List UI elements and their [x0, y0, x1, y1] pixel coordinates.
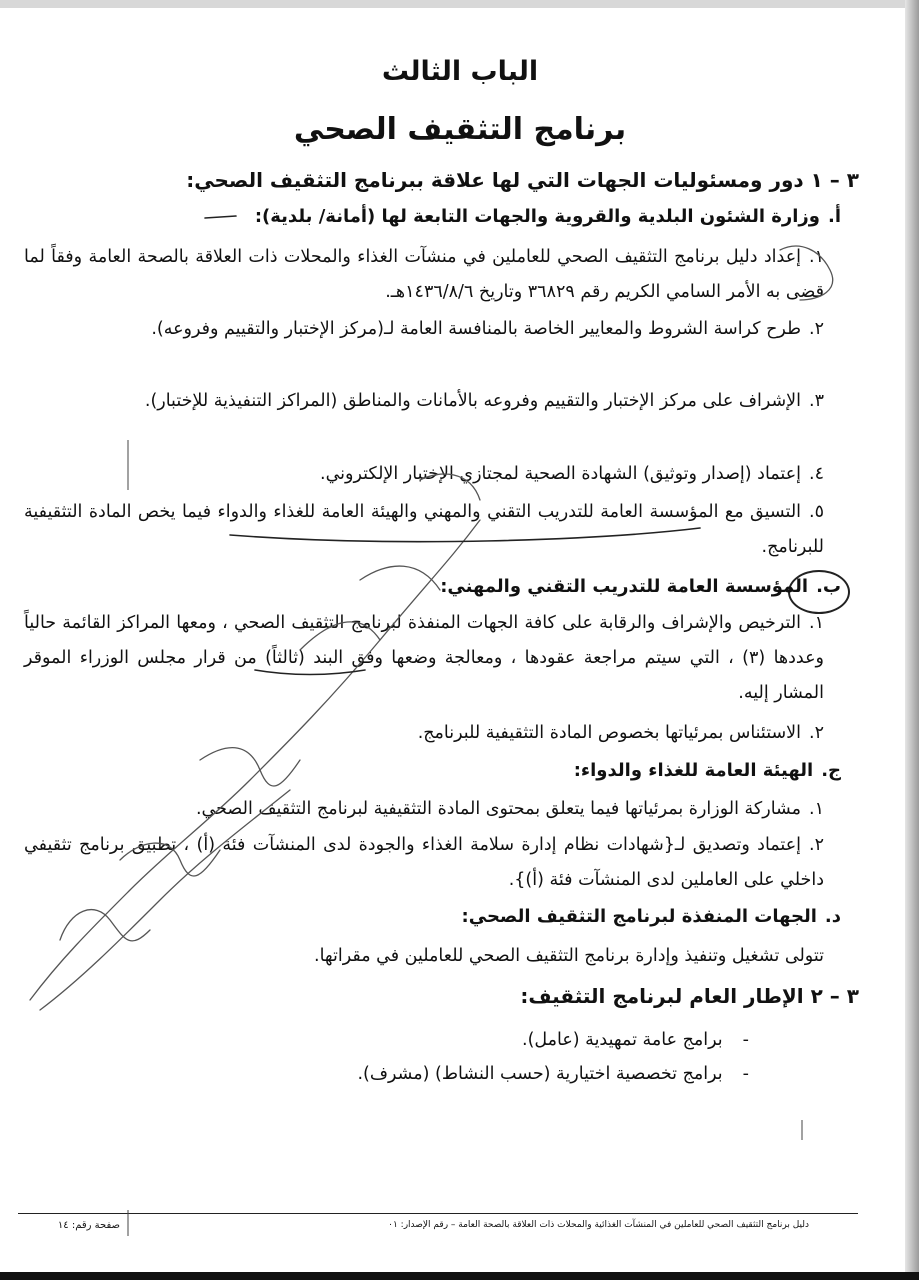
bullet-text: برامج تخصصية اختيارية (حسب النشاط) (مشرف).: [357, 1064, 723, 1084]
footer-rule: [18, 1213, 858, 1214]
subsection-d-heading: [61, 906, 841, 927]
subsection-c-item-2: [24, 828, 824, 898]
subsection-b-item-1: [24, 606, 824, 711]
item-number: ٤.: [809, 464, 824, 484]
subsection-b-heading: [61, 576, 841, 597]
item-number: ٢.: [809, 723, 824, 743]
subsection-b-title: المؤسسة العامة للتدريب التقني والمهني:: [440, 576, 809, 597]
section-1-number: ٣ – ١: [810, 168, 859, 192]
section-2-heading: [59, 984, 859, 1008]
item-text: مشاركة الوزارة بمرئياتها فيما يتعلق بمحتوى المادة التثقيفية لبرنامج التثقيف الصحي.: [195, 799, 802, 819]
subsection-c-title: الهيئة العامة للغذاء والدواء:: [573, 760, 814, 781]
item-number: ١.: [809, 799, 824, 819]
section-2-title: الإطار العام لبرنامج التثقيف:: [520, 984, 804, 1008]
item-number: ٣.: [809, 391, 824, 411]
scan-edge-bottom: [0, 1272, 919, 1280]
subsection-a-item-1: [24, 240, 824, 310]
footer-page-number: صفحة رقم: ١٤: [57, 1220, 120, 1231]
item-number: ١.: [809, 247, 824, 267]
item-text: إعتماد (إصدار وتوثيق) الشهادة الصحية لمجتازي الإختبار الإلكتروني.: [320, 464, 802, 484]
item-number: ١.: [809, 613, 824, 633]
section-1-title: دور ومسئوليات الجهات التي لها علاقة ببرنامج التثقيف الصحي:: [186, 168, 804, 192]
item-text: إعداد دليل برنامج التثقيف الصحي للعاملين في منشآت الغذاء والمحلات ذات العلاقة بالصحة العامة وفقاً لما قضى به الأمر السامي الكريم رقم ٣٦٨٢٩ وتاريخ ١٤٣٦/٨/٦هـ.: [24, 247, 824, 302]
subsection-b-item-2: [24, 716, 824, 751]
subsection-d-title: الجهات المنفذة لبرنامج التثقيف الصحي:: [461, 906, 817, 927]
subsection-a-item-2: [24, 312, 824, 347]
subsection-a-item-4: [24, 457, 824, 492]
item-text: طرح كراسة الشروط والمعايير الخاصة بالمنافسة العامة لـ(مركز الإختبار والتقييم وفروعه).: [151, 319, 802, 339]
subsection-b-mark: ب.: [816, 576, 841, 597]
bullet-item-2: [149, 1064, 749, 1084]
subsection-d-text: تتولى تشغيل وتنفيذ وإدارة برنامج التثقيف الصحي للعاملين في مقراتها.: [314, 946, 824, 966]
item-text: التسيق مع المؤسسة العامة للتدريب التقني والمهني والهيئة العامة للغذاء والدواء فيما يخص المادة التثقيفية للبرنامج.: [24, 502, 824, 557]
bullet-text: برامج عامة تمهيدية (عامل).: [522, 1030, 723, 1050]
subsection-c-heading: [61, 760, 841, 781]
footer-guide-text: دليل برنامج التثقيف الصحي للعاملين في المنشآت الغذائية والمحلات ذات العلاقة بالصحة العامة – رقم الإصدار: ٠١: [388, 1220, 809, 1230]
scan-edge-top: [0, 0, 919, 8]
item-text: الاستئناس بمرئياتها بخصوص المادة التثقيفية للبرنامج.: [417, 723, 802, 743]
bullet-item-1: [149, 1030, 749, 1050]
subsection-c-item-1: [24, 792, 824, 827]
scan-edge-right: [905, 0, 919, 1280]
item-text: إعتماد وتصديق لـ{شهادات نظام إدارة سلامة الغذاء والجودة لدى المنشآت فئة (أ) ، تطبيق برنامج تثقيفي داخلي على العاملين لدى المنشآت فئة (أ)}.: [24, 835, 824, 890]
subsection-c-mark: ج.: [821, 760, 841, 781]
item-number: ٢.: [809, 835, 824, 855]
subsection-a-item-3: [24, 384, 824, 419]
item-text: الإشراف على مركز الإختبار والتقييم وفروعه بالأمانات والمناطق (المراكز التنفيذية للإختبار).: [144, 391, 802, 411]
subsection-a-mark: أ.: [827, 206, 841, 227]
subsection-d-mark: د.: [824, 906, 841, 927]
subsection-a-title: وزارة الشئون البلدية والقروية والجهات التابعة لها (أمانة/ بلدية):: [254, 206, 820, 227]
program-title: برنامج التثقيف الصحي: [293, 112, 627, 147]
item-text: الترخيص والإشراف والرقابة على كافة الجهات المنفذة لبرنامج التثقيف الصحي ، ومعها المراكز القائمة حالياً وعددها (٣) ، التي سيتم مراجعة عقودها ، ومعالجة وضعها وفق البند (ثالثاً) من قرار مجلس الوزراء الموقر المشار إليه.: [24, 613, 825, 703]
subsection-a-item-5: [24, 495, 824, 565]
section-1-heading: [59, 168, 859, 192]
section-2-number: ٣ – ٢: [810, 984, 859, 1008]
bullet-dash: -: [742, 1030, 749, 1050]
subsection-a-heading: [61, 206, 841, 227]
item-number: ٥.: [809, 502, 824, 522]
item-number: ٢.: [809, 319, 824, 339]
bullet-dash: -: [742, 1064, 749, 1084]
chapter-title: الباب الثالث: [381, 56, 539, 87]
